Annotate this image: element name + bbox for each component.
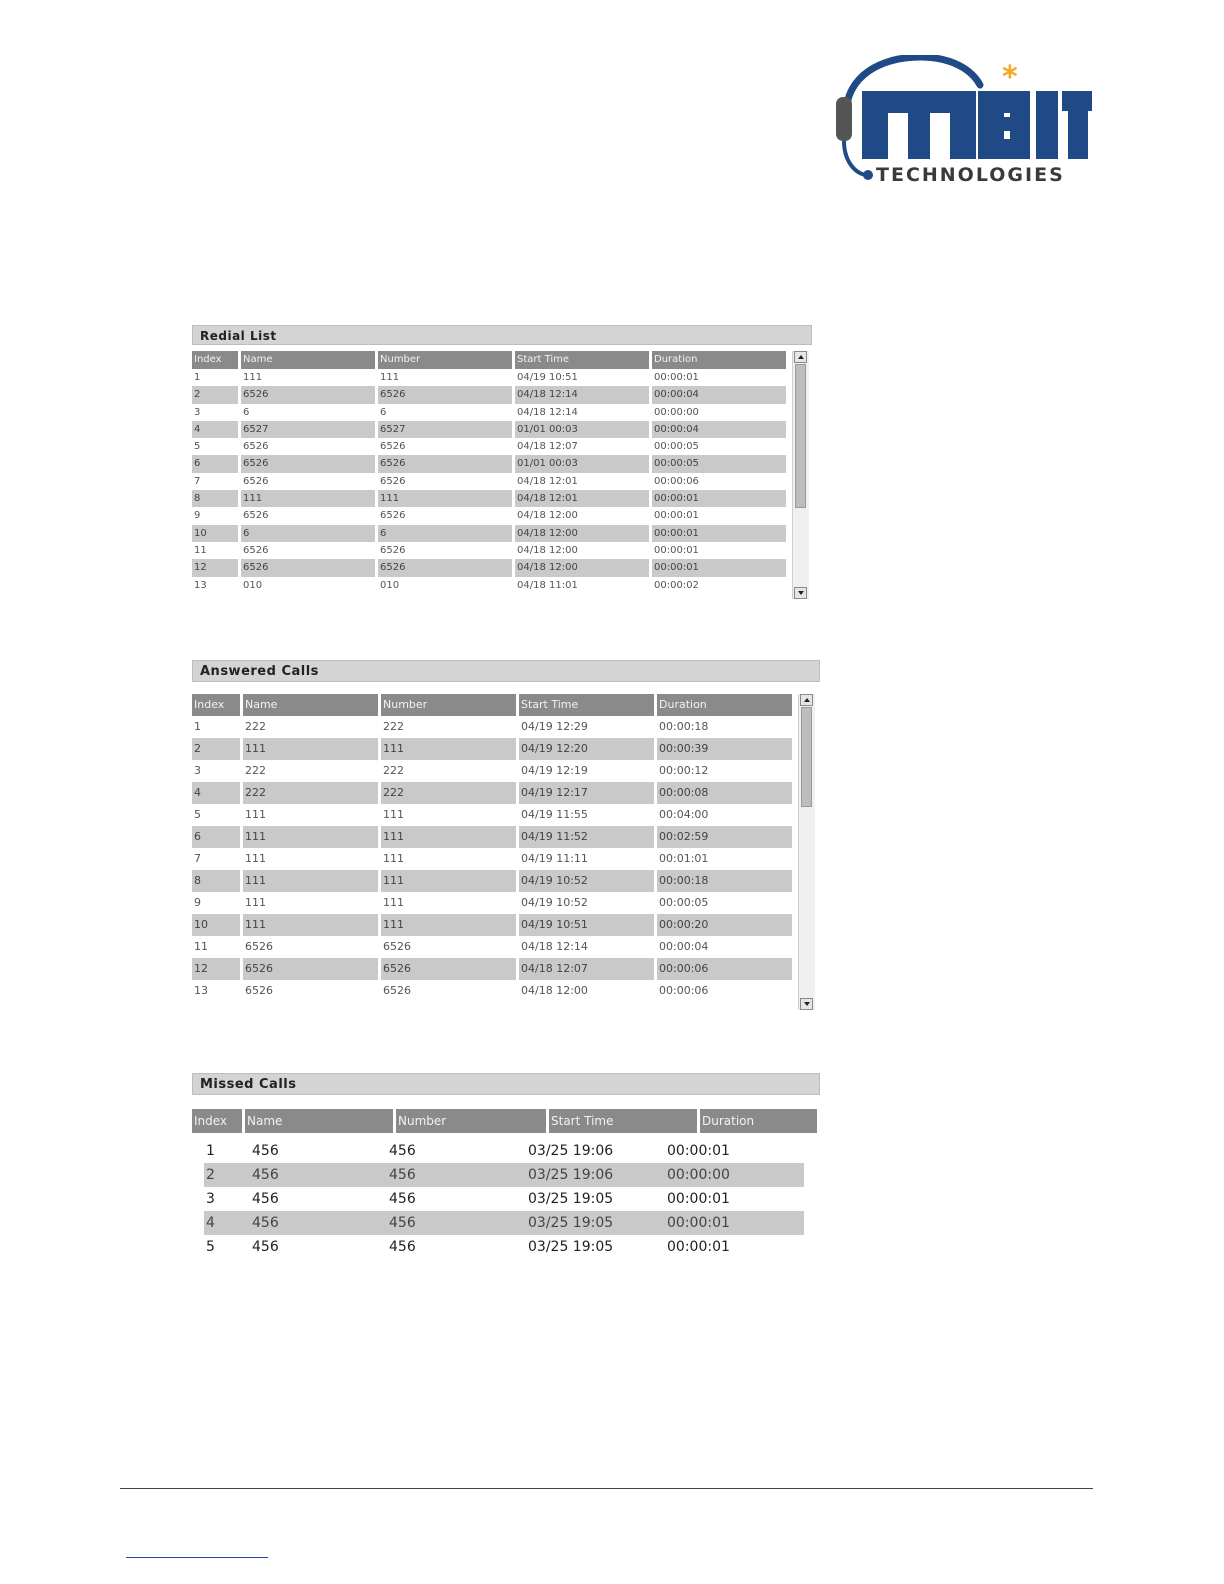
redial-rows (192, 369, 812, 594)
cell-number: 6526 (383, 984, 411, 997)
column-header-name[interactable]: Name (243, 694, 378, 716)
table-row[interactable] (204, 1139, 804, 1163)
cell-number: 111 (380, 372, 400, 383)
cell-number: 222 (383, 764, 404, 777)
cell-duration: 00:00:00 (667, 1167, 730, 1183)
cell-number: 6526 (380, 441, 406, 453)
cell-duration: 00:00:06 (654, 475, 699, 487)
scrollbar-thumb[interactable] (795, 364, 806, 508)
missed-table-header (192, 1109, 820, 1133)
cell-index: 9 (194, 510, 201, 522)
cell-duration: 00:01:01 (659, 852, 709, 865)
cell-start-time: 03/25 19:06 (528, 1143, 614, 1159)
missed-table (192, 1109, 820, 1259)
column-header-number[interactable]: Number (378, 351, 512, 369)
cell-duration: 00:00:01 (667, 1215, 730, 1231)
cell-name: 6526 (241, 386, 375, 403)
cell-number: 6526 (380, 544, 406, 556)
cell-name: 456 (252, 1143, 279, 1159)
answered-rows (192, 716, 820, 1002)
cell-index: 13 (194, 579, 207, 591)
cell-number: 111 (383, 852, 404, 865)
cell-duration: 00:00:01 (654, 372, 699, 383)
cell-start-time: 04/19 12:19 (521, 764, 588, 777)
cell-number: 6526 (378, 455, 512, 472)
cell-number: 111 (378, 490, 512, 507)
cell-number: 6 (380, 406, 387, 418)
cell-name: 456 (252, 1191, 279, 1207)
cell-number: 010 (380, 579, 400, 591)
table-row[interactable] (192, 369, 812, 386)
cell-name: 456 (252, 1215, 279, 1231)
cell-duration: 00:00:00 (654, 406, 699, 418)
cell-duration: 00:04:00 (659, 808, 709, 821)
cell-name: 111 (243, 914, 378, 936)
cell-start-time: 04/19 12:20 (519, 738, 654, 760)
table-row[interactable] (192, 716, 820, 738)
headset-mic (863, 170, 873, 180)
cell-start-time: 04/18 12:14 (517, 406, 578, 418)
cell-number: 6526 (378, 386, 512, 403)
scrollbar-thumb[interactable] (801, 707, 812, 807)
cell-index: 7 (194, 475, 201, 487)
scroll-up-arrow-icon[interactable] (794, 351, 807, 363)
table-row[interactable] (192, 980, 820, 1002)
cell-duration: 00:00:08 (657, 782, 792, 804)
cell-name: 6526 (243, 510, 269, 522)
cell-start-time: 03/25 19:05 (528, 1191, 614, 1207)
cell-start-time: 04/18 12:00 (521, 984, 588, 997)
redial-table-header (192, 351, 812, 369)
column-header-start-time[interactable]: Start Time (549, 1109, 697, 1133)
cell-start-time: 04/18 11:01 (517, 579, 578, 591)
table-row[interactable] (204, 1235, 804, 1259)
cell-start-time: 04/19 10:52 (521, 896, 588, 909)
cell-number: 6526 (380, 475, 406, 487)
cell-start-time: 04/19 10:51 (519, 914, 654, 936)
cell-number: 456 (389, 1191, 416, 1207)
cell-number: 111 (381, 914, 516, 936)
redial-list-panel (192, 325, 812, 594)
cell-index: 2 (192, 738, 240, 760)
cell-name: 6526 (245, 940, 273, 953)
cell-index: 2 (206, 1167, 215, 1183)
cell-name: 6526 (245, 984, 273, 997)
logo-asterisk: * (1002, 60, 1018, 95)
cell-start-time: 03/25 19:05 (528, 1239, 614, 1255)
cell-number: 6 (378, 525, 512, 542)
answered-table-header (192, 694, 820, 716)
table-row[interactable] (192, 455, 812, 472)
cell-duration: 00:00:06 (657, 958, 792, 980)
cell-index: 11 (194, 544, 207, 556)
cell-name: 111 (245, 896, 266, 909)
cell-number: 6526 (383, 940, 411, 953)
cell-index: 3 (206, 1191, 215, 1207)
cell-index: 11 (194, 940, 208, 953)
cell-number: 111 (381, 826, 516, 848)
scroll-up-arrow-icon[interactable] (800, 694, 813, 706)
table-row[interactable] (192, 958, 820, 980)
cell-name: 010 (243, 579, 263, 591)
mbit-technologies-logo (832, 55, 1098, 190)
cell-start-time: 04/18 12:01 (517, 475, 578, 487)
cell-duration: 00:00:01 (652, 559, 786, 576)
cell-index: 12 (192, 958, 240, 980)
cell-index: 3 (194, 764, 201, 777)
table-row[interactable] (192, 525, 812, 542)
cell-duration: 00:00:01 (654, 544, 699, 556)
table-row[interactable] (192, 404, 812, 421)
cell-number: 456 (389, 1167, 416, 1183)
cell-number: 6526 (378, 559, 512, 576)
cell-number: 111 (381, 738, 516, 760)
cell-index: 10 (192, 525, 238, 542)
column-header-index[interactable]: Index (192, 694, 240, 716)
column-header-duration[interactable]: Duration (652, 351, 786, 369)
table-row[interactable] (192, 870, 820, 892)
cell-name: 6526 (243, 958, 378, 980)
cell-name: 456 (252, 1167, 279, 1183)
cell-duration: 00:00:01 (667, 1143, 730, 1159)
scroll-down-arrow-icon[interactable] (800, 998, 813, 1010)
cell-start-time: 04/19 11:55 (521, 808, 588, 821)
cell-duration: 00:00:04 (652, 386, 786, 403)
cell-name: 6526 (243, 544, 269, 556)
cell-start-time: 01/01 00:03 (515, 455, 649, 472)
column-header-duration[interactable]: Duration (657, 694, 792, 716)
scroll-down-arrow-icon[interactable] (794, 587, 807, 599)
cell-duration: 00:00:20 (657, 914, 792, 936)
cell-start-time: 03/25 19:05 (528, 1215, 614, 1231)
cell-start-time: 04/18 12:00 (515, 559, 649, 576)
cell-duration: 00:00:06 (659, 984, 709, 997)
cell-index: 4 (192, 782, 240, 804)
cell-name: 111 (245, 808, 266, 821)
cell-start-time: 04/18 12:07 (517, 441, 578, 453)
cell-duration: 00:00:18 (659, 720, 709, 733)
cell-duration: 00:02:59 (657, 826, 792, 848)
cell-duration: 00:00:12 (659, 764, 709, 777)
footer-divider (120, 1488, 1093, 1489)
cell-name: 6 (241, 525, 375, 542)
cell-name: 111 (241, 490, 375, 507)
cell-name: 6526 (243, 441, 269, 453)
table-row[interactable] (192, 507, 812, 524)
table-row[interactable] (192, 738, 820, 760)
cell-number: 6526 (381, 958, 516, 980)
cell-index: 1 (206, 1143, 215, 1159)
cell-start-time: 04/19 10:52 (519, 870, 654, 892)
column-header-start-time[interactable]: Start Time (515, 351, 649, 369)
cell-number: 222 (381, 782, 516, 804)
cell-index: 1 (194, 720, 201, 733)
answered-scrollbar[interactable] (798, 694, 815, 1010)
cell-start-time: 04/19 12:29 (521, 720, 588, 733)
missed-calls-panel (192, 1073, 820, 1259)
cell-start-time: 04/19 10:51 (517, 372, 578, 383)
table-row[interactable] (192, 760, 820, 782)
cell-index: 1 (194, 372, 201, 383)
cell-number: 456 (389, 1143, 416, 1159)
cell-number: 222 (383, 720, 404, 733)
cell-start-time: 04/18 12:00 (517, 510, 578, 522)
cell-index: 4 (206, 1215, 215, 1231)
cell-start-time: 04/18 12:01 (515, 490, 649, 507)
cell-name: 111 (245, 852, 266, 865)
cell-index: 3 (194, 406, 201, 418)
table-row[interactable] (204, 1187, 804, 1211)
column-header-number[interactable]: Number (381, 694, 516, 716)
cell-index: 6 (192, 455, 238, 472)
cell-number: 111 (383, 896, 404, 909)
redial-scrollbar[interactable] (792, 351, 809, 599)
cell-index: 12 (192, 559, 238, 576)
cell-name: 6 (243, 406, 250, 418)
cell-start-time: 04/19 12:17 (519, 782, 654, 804)
redial-table (192, 351, 812, 594)
cell-index: 6 (192, 826, 240, 848)
cell-duration: 00:00:01 (652, 490, 786, 507)
cell-start-time: 01/01 00:03 (515, 421, 649, 438)
cell-name: 111 (243, 372, 263, 383)
cell-number: 456 (389, 1239, 416, 1255)
cell-duration: 00:00:05 (659, 896, 709, 909)
table-row[interactable] (192, 559, 812, 576)
cell-name: 111 (243, 738, 378, 760)
cell-name: 456 (252, 1239, 279, 1255)
column-header-index[interactable]: Index (192, 1109, 242, 1133)
logo-subtitle: TECHNOLOGIES (876, 164, 1065, 186)
cell-name: 6527 (241, 421, 375, 438)
cell-index: 10 (192, 914, 240, 936)
redial-list-title: Redial List (192, 325, 812, 345)
cell-name: 222 (245, 764, 266, 777)
cell-duration: 00:00:04 (652, 421, 786, 438)
column-header-number[interactable]: Number (396, 1109, 546, 1133)
cell-index: 5 (194, 808, 201, 821)
cell-start-time: 04/18 12:00 (515, 525, 649, 542)
cell-number: 111 (383, 808, 404, 821)
table-row[interactable] (192, 421, 812, 438)
table-row[interactable] (192, 577, 812, 594)
cell-name: 6526 (241, 559, 375, 576)
table-row[interactable] (204, 1211, 804, 1235)
cell-start-time: 04/18 12:07 (519, 958, 654, 980)
table-row[interactable] (192, 914, 820, 936)
cell-duration: 00:00:18 (657, 870, 792, 892)
logo-wordmark (862, 91, 1092, 159)
cell-name: 111 (243, 826, 378, 848)
column-header-duration[interactable]: Duration (700, 1109, 817, 1133)
missed-rows (192, 1139, 820, 1259)
table-row[interactable] (192, 936, 820, 958)
cell-index: 5 (194, 441, 201, 453)
cell-index: 8 (192, 490, 238, 507)
table-row[interactable] (192, 848, 820, 870)
cell-index: 8 (192, 870, 240, 892)
cell-index: 4 (192, 421, 238, 438)
cell-duration: 00:00:01 (652, 525, 786, 542)
cell-start-time: 04/19 11:11 (521, 852, 588, 865)
table-row[interactable] (192, 892, 820, 914)
cell-number: 6526 (380, 510, 406, 522)
cell-duration: 00:00:01 (667, 1191, 730, 1207)
table-row[interactable] (192, 804, 820, 826)
table-row[interactable] (192, 542, 812, 559)
column-header-start-time[interactable]: Start Time (519, 694, 654, 716)
table-row[interactable] (192, 386, 812, 403)
cell-index: 13 (194, 984, 208, 997)
table-row[interactable] (192, 782, 820, 804)
headset-earpiece (836, 97, 852, 141)
cell-index: 2 (192, 386, 238, 403)
cell-number: 6527 (378, 421, 512, 438)
cell-number: 111 (381, 870, 516, 892)
table-row[interactable] (204, 1163, 804, 1187)
table-row[interactable] (192, 490, 812, 507)
missed-calls-title: Missed Calls (192, 1073, 820, 1095)
column-header-index[interactable]: Index (192, 351, 238, 369)
table-row[interactable] (192, 473, 812, 490)
column-header-name[interactable]: Name (241, 351, 375, 369)
cell-duration: 00:00:04 (659, 940, 709, 953)
cell-name: 222 (245, 720, 266, 733)
table-row[interactable] (192, 438, 812, 455)
answered-table (192, 694, 820, 1002)
cell-start-time: 03/25 19:06 (528, 1167, 614, 1183)
cell-duration: 00:00:01 (654, 510, 699, 522)
cell-name: 111 (243, 870, 378, 892)
cell-index: 7 (194, 852, 201, 865)
cell-start-time: 04/18 12:14 (521, 940, 588, 953)
footer-link-underline[interactable] (126, 1557, 268, 1558)
cell-number: 456 (389, 1215, 416, 1231)
answered-calls-title: Answered Calls (192, 660, 820, 682)
cell-index: 9 (194, 896, 201, 909)
cell-duration: 00:00:05 (654, 441, 699, 453)
column-header-name[interactable]: Name (245, 1109, 393, 1133)
cell-start-time: 04/18 12:00 (517, 544, 578, 556)
table-row[interactable] (192, 826, 820, 848)
cell-name: 6526 (241, 455, 375, 472)
cell-duration: 00:00:05 (652, 455, 786, 472)
cell-start-time: 04/19 11:52 (519, 826, 654, 848)
cell-duration: 00:00:39 (657, 738, 792, 760)
cell-start-time: 04/18 12:14 (515, 386, 649, 403)
cell-index: 5 (206, 1239, 215, 1255)
answered-calls-panel (192, 660, 820, 1002)
cell-name: 222 (243, 782, 378, 804)
cell-name: 6526 (243, 475, 269, 487)
cell-duration: 00:00:01 (667, 1239, 730, 1255)
cell-duration: 00:00:02 (654, 579, 699, 591)
